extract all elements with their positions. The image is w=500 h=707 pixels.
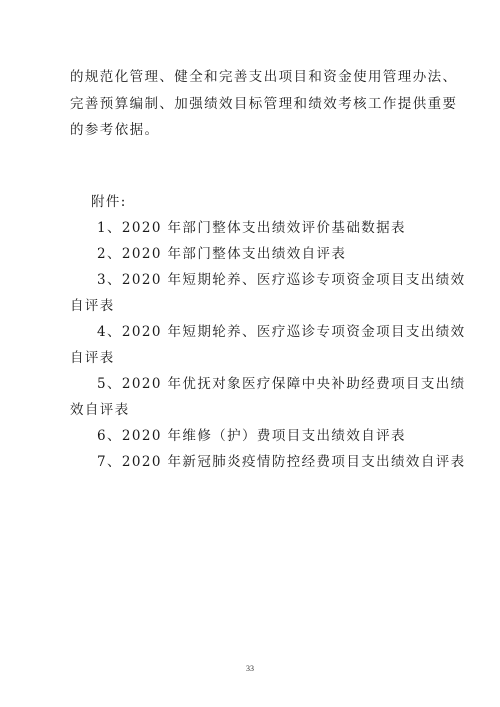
attachment-item-1: 1、2020 年部门整体支出绩效评价基础数据表: [97, 220, 406, 236]
attachment-item-5-continuation: 效自评表: [70, 402, 130, 418]
attachment-item-6: 6、2020 年维修（护）费项目支出绩效自评表: [97, 428, 406, 444]
body-paragraph-line-2: 完善预算编制、加强绩效目标管理和绩效考核工作提供重要: [70, 96, 458, 112]
attachment-item-3: 3、2020 年短期轮养、医疗巡诊专项资金项目支出绩效: [97, 272, 466, 288]
page-number: 33: [246, 664, 254, 673]
body-paragraph-line-1: 的规范化管理、健全和完善支出项目和资金使用管理办法、: [70, 69, 458, 85]
body-paragraph-line-3: 的参考依据。: [70, 122, 160, 138]
attachments-heading: 附件:: [91, 194, 127, 210]
attachment-item-4: 4、2020 年短期轮养、医疗巡诊专项资金项目支出绩效: [97, 324, 466, 340]
attachment-item-2: 2、2020 年部门整体支出绩效自评表: [97, 246, 347, 262]
attachment-item-3-continuation: 自评表: [70, 298, 115, 314]
attachment-item-4-continuation: 自评表: [70, 350, 115, 366]
attachment-item-5: 5、2020 年优抚对象医疗保障中央补助经费项目支出绩: [97, 376, 466, 392]
attachment-item-7: 7、2020 年新冠肺炎疫情防控经费项目支出绩效自评表: [97, 454, 466, 470]
